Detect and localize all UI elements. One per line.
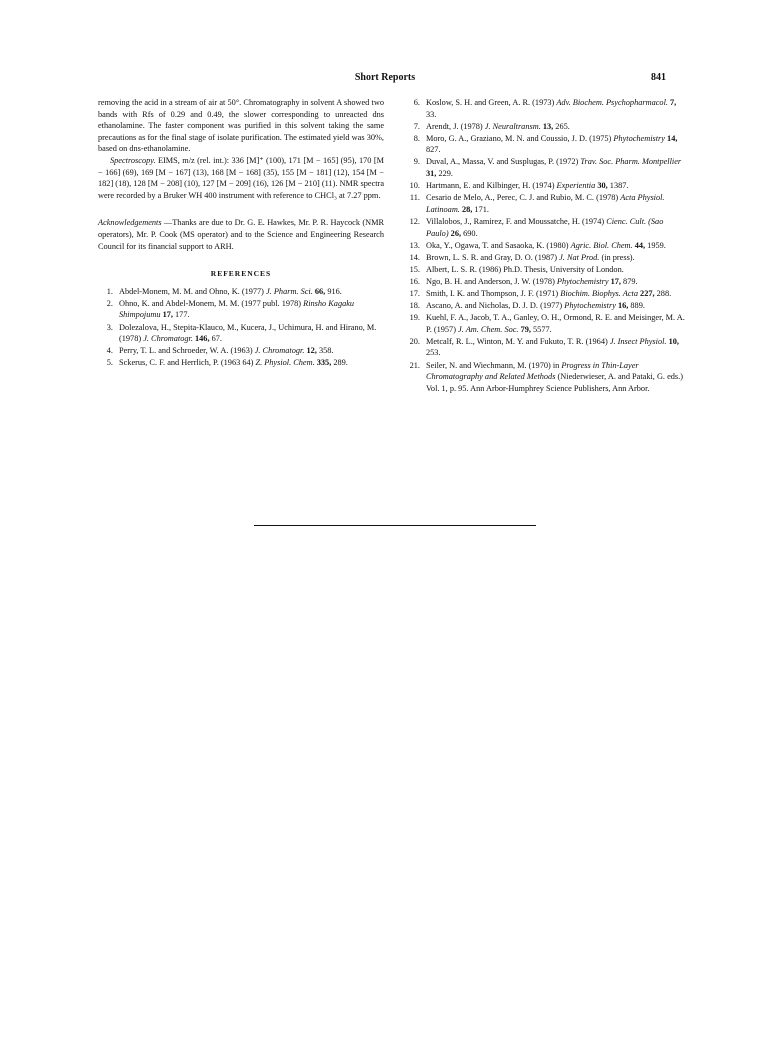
reference-item	[405, 252, 687, 264]
reference-authors: Brown, L. S. R. and Gray, D. O. (1987)	[426, 252, 560, 262]
reference-volume: 17,	[160, 310, 173, 320]
reference-volume: 335,	[314, 358, 332, 368]
reference-journal: Adv. Biochem. Psychopharmacol.	[556, 98, 668, 107]
reference-pages: 916.	[325, 286, 342, 296]
reference-item	[405, 360, 687, 395]
reference-number: 15.	[409, 264, 420, 274]
reference-authors: Cesario de Melo, A., Perec, C. J. and Rubio, M. C. (1978)	[426, 193, 621, 203]
reference-authors: Kuehl, F. A., Jacob, T. A., Ganley, O. H., Ormond, R. E. and Meisinger, M. A. P. (1957)	[426, 313, 685, 334]
reference-authors: Ascano, A. and Nicholas, D. J. D. (1977)	[426, 301, 565, 311]
reference-pages: 1959.	[645, 240, 666, 250]
reference-number: 17.	[409, 289, 420, 298]
reference-journal: J. Neuraltransm.	[484, 121, 541, 131]
reference-journal: Phytochemistry	[613, 133, 665, 143]
reference-journal: Phytochemistry	[556, 276, 609, 286]
reference-pages: 289.	[331, 358, 348, 368]
reference-list-right	[405, 97, 687, 394]
reference-item	[405, 300, 687, 312]
reference-authors: Oka, Y., Ogawa, T. and Sasaoka, K. (1980)	[426, 240, 571, 250]
reference-pages: 253.	[426, 348, 441, 358]
reference-authors: Sckerus, C. F. and Herrlich, P. (1963 64)	[119, 358, 256, 368]
reference-authors: Albert, L. S. R. (1986) Ph.D. Thesis, University of London.	[426, 264, 624, 274]
reference-volume: 14,	[664, 133, 678, 143]
reference-number: 1.	[106, 286, 113, 296]
reference-item	[405, 156, 687, 179]
reference-pages: 358.	[316, 346, 334, 356]
running-header	[98, 72, 672, 86]
reference-item	[405, 336, 687, 359]
reference-journal: Progress in Thin-Layer Chromatography and Related Methods	[426, 360, 639, 382]
right-column	[405, 97, 687, 395]
reference-number: 3.	[106, 322, 113, 332]
reference-pages: (in press).	[599, 252, 635, 262]
reference-item	[98, 345, 384, 357]
reference-volume: 17,	[608, 276, 621, 286]
reference-journal: J. Chromatogr.	[254, 346, 305, 356]
reference-item	[405, 288, 687, 300]
running-title: Short Reports	[354, 72, 416, 83]
reference-volume: 66,	[312, 286, 326, 296]
reference-number: 19.	[409, 313, 420, 323]
reference-pages: 177.	[172, 310, 190, 320]
reference-pages: 827.	[426, 145, 441, 155]
reference-number: 14.	[409, 252, 420, 262]
reference-authors: Ohno, K. and Abdel-Monem, M. M. (1977 publ. 1978)	[119, 298, 304, 308]
reference-item	[405, 133, 687, 156]
left-column	[98, 97, 384, 369]
reference-volume: 12,	[304, 346, 317, 356]
reference-authors: Koslow, S. H. and Green, A. R. (1973)	[426, 98, 557, 107]
reference-journal: Experientia	[556, 181, 596, 191]
reference-journal: J. Am. Chem. Soc.	[458, 324, 519, 334]
reference-number: 10.	[409, 181, 420, 191]
reference-authors: Villalobos, J., Ramirez, F. and Moussatche, H. (1974)	[426, 216, 607, 226]
reference-pages: 171.	[472, 204, 489, 214]
reference-volume: 7,	[667, 98, 677, 107]
reference-volume: 44,	[632, 240, 646, 250]
references-heading: REFERENCES	[210, 269, 272, 279]
reference-item	[405, 276, 687, 288]
reference-pages: (Niederwieser, A. and Pataki, G. eds.) Vol. 1, p. 95. Ann Arbor-Humphrey Science Publishers, Ann Arbor.	[426, 372, 683, 393]
reference-number: 20.	[409, 336, 420, 346]
reference-pages: 229.	[436, 169, 453, 179]
reference-number: 4.	[106, 346, 113, 356]
acknowledgements-paragraph	[98, 217, 384, 252]
reference-item	[98, 322, 384, 345]
spectroscopy-label: Spectroscopy.	[110, 155, 156, 165]
reference-volume: 146,	[192, 334, 210, 344]
page-number: 841	[651, 72, 666, 83]
reference-journal: Agric. Biol. Chem.	[570, 240, 633, 250]
reference-number: 2.	[106, 298, 113, 308]
acknowledgements-text: —Thanks are due to Dr. G. E. Hawkes, Mr. P. R. Haycock (NMR operators), Mr. P. Cook (MS operator) and to the Science and Engineering Research Council for its financial support to ARH.	[98, 218, 384, 251]
reference-authors: Abdel-Monem, M. M. and Ohno, K. (1977)	[119, 286, 267, 296]
reference-number: 16.	[409, 276, 420, 286]
reference-pages: 33.	[426, 109, 437, 119]
reference-number: 12.	[409, 216, 420, 226]
reference-journal: Rinsho Kagaku Shimpojumu	[119, 298, 355, 320]
reference-authors: Duval, A., Massa, V. and Susplugas, P. (1972)	[426, 157, 581, 167]
reference-number: 11.	[409, 193, 420, 203]
reference-journal: Acta Physiol. Latinoam.	[426, 193, 665, 214]
acknowledgements-label: Acknowledgements	[98, 218, 162, 228]
reference-journal: J. Pharm. Sci.	[266, 286, 313, 296]
body-paragraph: removing the acid in a stream of air at 50°. Chromatography in solvent A showed two bands with Rfs of 0.29 and 0.49, the slower corresponding to unreacted dns ethanolamine. The faster component was purified in this solvent taking the same precautions as for the final stage of isolate purification. The estimated yield was 30%, based on dns-ethanolamine.	[98, 98, 384, 154]
reference-pages: 690.	[461, 228, 478, 238]
reference-volume: 28,	[459, 204, 473, 214]
reference-volume: 79,	[518, 324, 531, 334]
reference-authors: Metcalf, R. L., Winton, M. Y. and Fukuto, T. R. (1964)	[426, 336, 610, 346]
reference-authors: Perry, T. L. and Schroeder, W. A. (1963)	[119, 346, 255, 356]
reference-number: 9.	[413, 157, 420, 167]
spectroscopy-paragraph	[98, 155, 384, 201]
reference-journal: Trav. Soc. Pharm. Montpellier	[580, 157, 682, 167]
reference-pages: 879.	[620, 276, 638, 286]
reference-item	[405, 240, 687, 252]
reference-authors: Ngo, B. H. and Anderson, J. W. (1978)	[426, 276, 557, 286]
reference-journal: Z. Physiol. Chem.	[255, 358, 315, 368]
reference-number: 13.	[409, 240, 420, 250]
reference-authors: Hartmann, E. and Kilbinger, H. (1974)	[426, 181, 557, 191]
reference-volume: 13,	[540, 121, 554, 131]
reference-pages: 889.	[628, 301, 645, 311]
reference-journal: Biochim. Biophys. Acta	[560, 289, 638, 298]
reference-authors: Seiler, N. and Wiechmann, M. (1970) in	[426, 360, 562, 370]
reference-list-left	[98, 286, 384, 369]
end-rule	[254, 525, 536, 526]
reference-pages: 5577.	[530, 324, 552, 334]
reference-pages: 265.	[553, 121, 570, 131]
reference-pages: 288.	[654, 289, 672, 298]
reference-item	[405, 312, 687, 335]
reference-volume: 30,	[595, 181, 608, 191]
reference-number: 8.	[413, 133, 420, 143]
reference-authors: Arendt, J. (1978)	[426, 121, 485, 131]
reference-item	[405, 192, 687, 215]
reference-item	[98, 298, 384, 321]
reference-number: 5.	[106, 358, 113, 368]
reference-pages: 1387.	[607, 181, 629, 191]
reference-number: 6.	[413, 98, 420, 107]
reference-item	[405, 216, 687, 239]
reference-number: 18.	[409, 301, 420, 311]
reference-volume: 26,	[448, 228, 462, 238]
reference-journal: J. Insect Physiol.	[609, 336, 667, 346]
reference-authors: Moro, G. A., Graziano, M. N. and Coussio, J. D. (1975)	[426, 133, 614, 143]
reference-number: 21.	[409, 360, 420, 370]
reference-item	[405, 264, 687, 276]
reference-pages: 67.	[209, 334, 222, 344]
reference-item	[98, 357, 384, 369]
reference-journal: Phytochemistry	[564, 301, 616, 311]
reference-volume: 10,	[666, 336, 679, 346]
reference-volume: 31,	[426, 169, 437, 179]
reference-journal: Cienc. Cult. (Sao Paulo)	[426, 216, 664, 238]
reference-item	[405, 180, 687, 192]
reference-item	[405, 97, 687, 120]
reference-authors: Smith, I. K. and Thompson, J. F. (1971)	[426, 289, 561, 298]
reference-journal: J. Chromatogr.	[143, 334, 193, 344]
reference-authors: Dolezalova, H., Stepita-Klauco, M., Kucera, J., Uchimura, H. and Hirano, M. (1978)	[119, 322, 377, 344]
reference-volume: 227,	[637, 289, 655, 298]
reference-volume: 16,	[615, 301, 629, 311]
reference-item	[405, 121, 687, 133]
reference-journal: J. Nat Prod.	[559, 252, 600, 262]
reference-item	[98, 286, 384, 298]
reference-number: 7.	[413, 121, 420, 131]
spectroscopy-text: EIMS, m/z (rel. int.): 336 [M]⁺ (100), 171 [M − 165] (95), 170 [M − 166] (69), 169 [M − 167] (13), 168 [M − 168] (35), 155 [M − 181] (12), 154 [M − 182] (18), 128 [M − 208] (10), 127 [M − 209] (16), 126 [M − 210] (11). NMR spectra were recorded by a Bruker WH 400 instrument with reference to CHCl₃ at 7.27 ppm.	[98, 155, 384, 200]
